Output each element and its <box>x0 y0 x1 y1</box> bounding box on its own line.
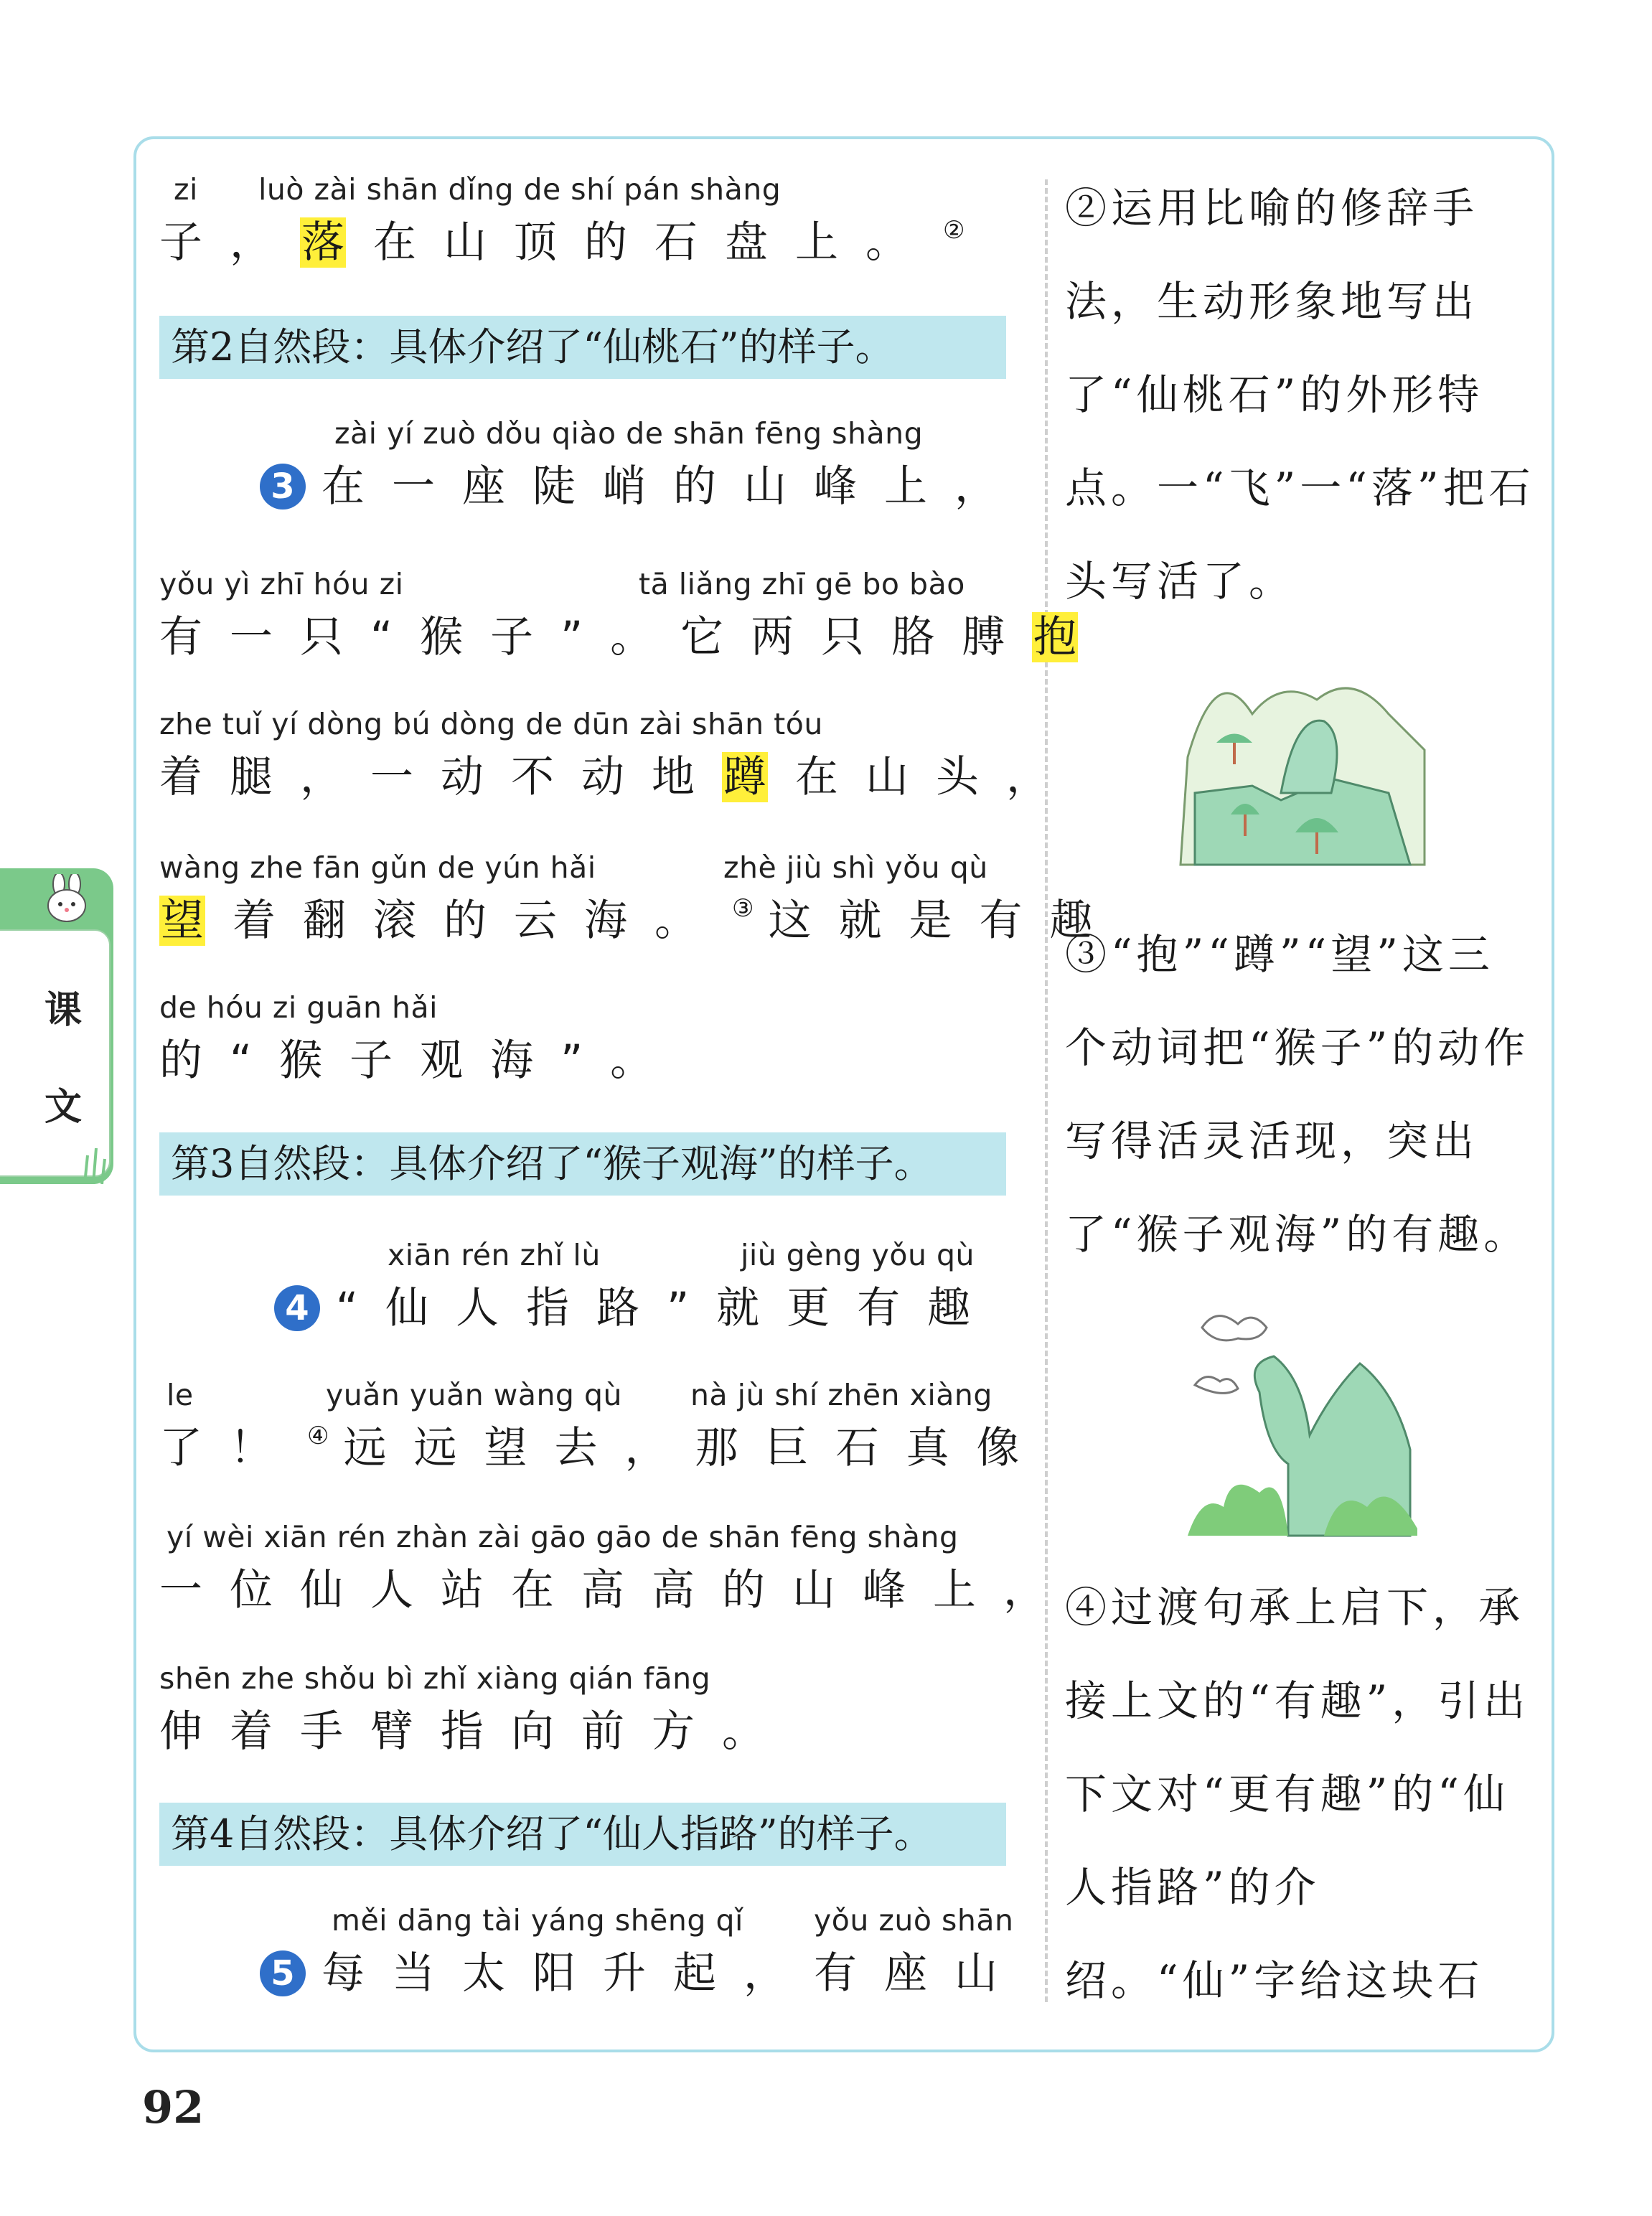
annotation-3: ③“抱”“蹲”“望”这三个动词把“猴子”的动作写得活灵活现，突出了“猴子观海”的有趣。 <box>1065 930 1530 1259</box>
annotation-marker: ③ <box>732 894 754 923</box>
annotation-4: ④过渡句承上启下，承接上文的“有趣”，引出下文对“更有趣”的“仙人指路”的介绍。“仙”字给这块石 <box>1065 1583 1530 2005</box>
pinyin-text: zhè jiù shì yǒu qù <box>723 850 988 885</box>
pinyin-text: yuǎn yuǎn wàng qù <box>326 1378 622 1412</box>
paragraph-number-badge: 3 <box>260 464 306 510</box>
tab-char-2: 文 <box>44 1085 83 1129</box>
hanzi-segment: 在一座陡峭的山峰上， <box>322 461 1025 512</box>
bunny-icon <box>42 874 92 924</box>
hanzi-segment: 远远望去，那巨石真像 <box>343 1423 1047 1473</box>
paragraph-summary-3: 第3自然段：具体介绍了“猴子观海”的样子。 <box>159 1132 1006 1196</box>
hanzi-text <box>260 452 1025 514</box>
annotation-marker: ④ <box>307 1422 329 1450</box>
hanzi-segment: 了！ <box>159 1423 300 1473</box>
pinyin-text: zhe tuǐ yí dòng bú dòng de dūn zài shān tóu <box>159 707 823 741</box>
hanzi-text <box>159 1026 680 1088</box>
pinyin-text: yí wèi xiān rén zhàn zài gāo gāo de shān fēng shàng <box>166 1520 959 1554</box>
hanzi-text <box>159 1414 1046 1475</box>
pinyin-text: yǒu zuò shān <box>814 1903 1014 1938</box>
hanzi-segment: 每当太阳升起，有座山 <box>322 1948 1025 1999</box>
hanzi-segment: 子， <box>159 217 300 268</box>
hanzi-text <box>260 1939 1025 2001</box>
paragraph-summary-4: 第4自然段：具体介绍了“仙人指路”的样子。 <box>159 1803 1006 1866</box>
pinyin-text: xiān rén zhǐ lù <box>388 1238 601 1272</box>
hanzi-text <box>159 1556 1074 1618</box>
annotation-marker: ② <box>943 216 965 245</box>
hanzi-text <box>159 886 1120 948</box>
pinyin-text: shēn zhe shǒu bì zhǐ xiàng qián fāng <box>159 1661 711 1696</box>
highlighted-verb: 蹲 <box>723 752 766 802</box>
highlighted-verb: 望 <box>161 896 204 946</box>
hanzi-segment: 一位仙人站在高高的山峰上， <box>159 1565 1074 1615</box>
hanzi-segment: 这就是有趣 <box>768 896 1120 946</box>
paragraph-summary-2: 第2自然段：具体介绍了“仙桃石”的样子。 <box>159 316 1006 379</box>
hanzi-segment: “仙人指路”就更有趣 <box>336 1283 998 1333</box>
pinyin-text: zi <box>174 172 198 207</box>
hanzi-segment: 在山头， <box>795 752 1076 802</box>
paragraph-number-badge: 5 <box>260 1950 306 1996</box>
hanzi-segment: 伸着手臂指向前方。 <box>159 1706 792 1757</box>
highlighted-verb: 落 <box>301 217 344 268</box>
pinyin-text: měi dāng tài yáng shēng qǐ <box>332 1903 743 1938</box>
hanzi-segment: 有一只“猴子”。它两只胳膊 <box>159 612 1033 662</box>
pinyin-text: tā liǎng zhī gē bo bào <box>639 567 965 601</box>
hanzi-text <box>159 743 1076 804</box>
hanzi-segment: 在山顶的石盘上。 <box>373 217 936 268</box>
hanzi-text <box>159 603 1105 665</box>
pointing-rock-illustration <box>1181 1306 1425 1543</box>
pinyin-text: jiù gèng yǒu qù <box>741 1238 975 1272</box>
pinyin-text: wàng zhe fān gǔn de yún hǎi <box>159 850 596 885</box>
pinyin-text: zài yí zuò dǒu qiào de shān fēng shàng <box>334 416 924 451</box>
annotation-2: ②运用比喻的修辞手法，生动形象地写出了“仙桃石”的外形特点。一“飞”一“落”把石头写活了。 <box>1065 184 1535 606</box>
monkey-rock-illustration <box>1173 649 1432 886</box>
hanzi-segment: 着腿，一动不动地 <box>159 752 722 802</box>
hanzi-text <box>274 1274 998 1335</box>
hanzi-text <box>159 208 965 270</box>
highlighted-verb: 抱 <box>1033 612 1077 662</box>
grass-icon <box>78 1141 113 1184</box>
side-tab-inner <box>0 929 111 1177</box>
pinyin-text: le <box>166 1378 194 1412</box>
hanzi-segment: 的“猴子观海”。 <box>159 1036 681 1086</box>
pinyin-text: yǒu yì zhī hóu zi <box>159 567 404 601</box>
column-divider <box>1045 179 1048 2002</box>
page-number: 92 <box>142 2081 205 2133</box>
hanzi-segment: 着翻滚的云海。 <box>233 896 725 946</box>
pinyin-text: nà jù shí zhēn xiàng <box>690 1378 992 1412</box>
pinyin-text: luò zài shān dǐng de shí pán shàng <box>258 172 782 207</box>
paragraph-number-badge: 4 <box>274 1285 320 1331</box>
tab-char-1: 课 <box>44 988 83 1032</box>
pinyin-text: de hóu zi guān hǎi <box>159 990 438 1025</box>
hanzi-text <box>159 1697 792 1759</box>
